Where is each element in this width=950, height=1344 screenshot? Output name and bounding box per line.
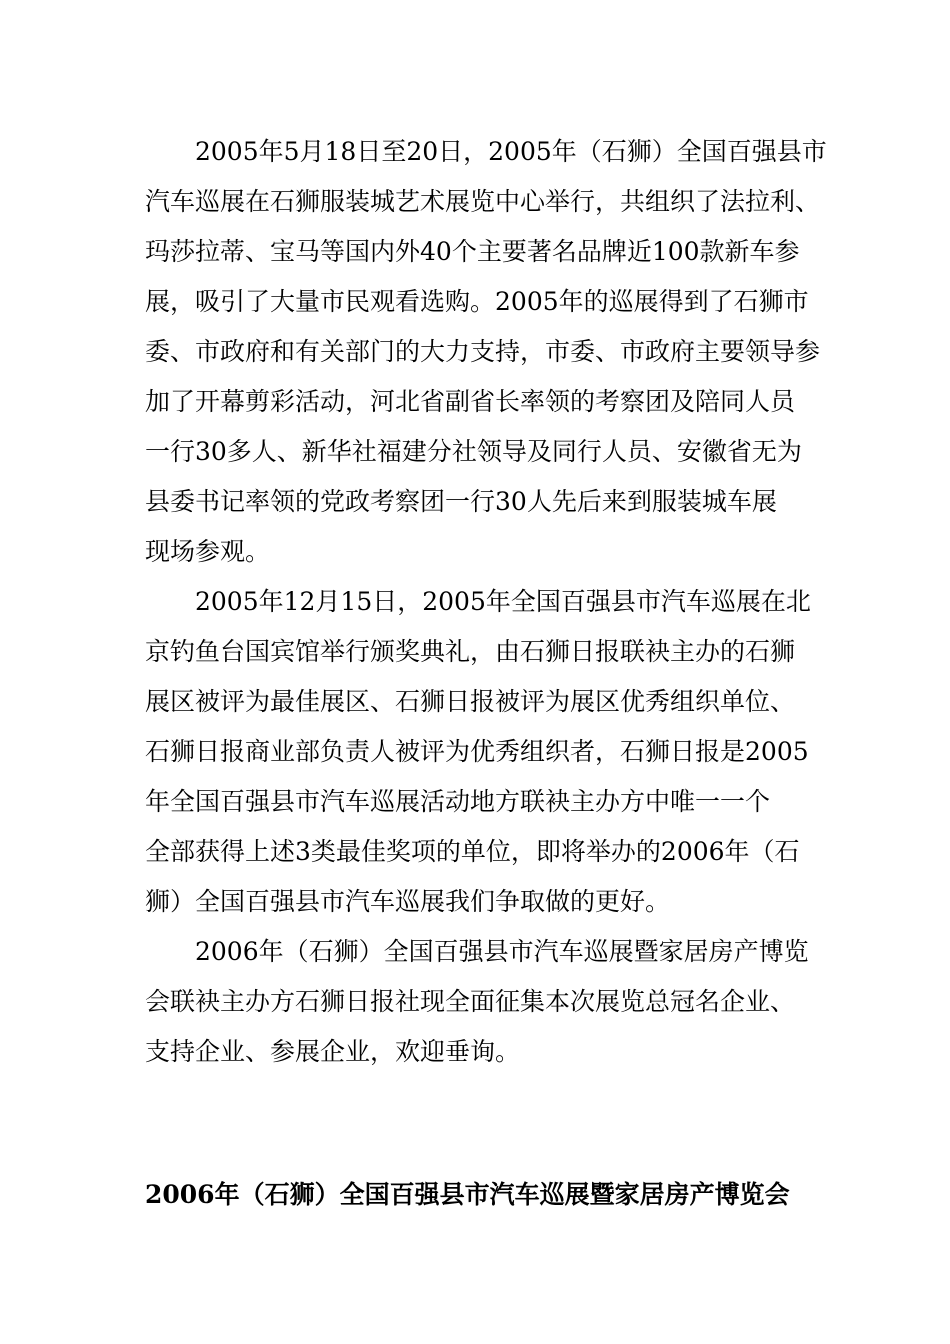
paragraph-3-line-3: 支持企业、参展企业，欢迎垂询。 <box>145 1037 521 1066</box>
paragraph-1-line-3: 玛莎拉蒂、宝马等国内外40个主要著名品牌近100款新车参 <box>145 237 800 266</box>
paragraph-2-line-2: 京钓鱼台国宾馆举行颁奖典礼，由石狮日报联袂主办的石狮 <box>145 637 796 666</box>
paragraph-2-line-7: 狮）全国百强县市汽车巡展我们争取做的更好。 <box>145 887 671 916</box>
paragraph-3-line-1: 2006年（石狮）全国百强县市汽车巡展暨家居房产博览 <box>195 937 809 966</box>
paragraph-1-line-5: 委、市政府和有关部门的大力支持，市委、市政府主要领导参 <box>145 337 821 366</box>
paragraph-2-line-5: 年全国百强县市汽车巡展活动地方联袂主办方中唯一一个 <box>145 787 771 816</box>
paragraph-1-line-9: 现场参观。 <box>145 537 271 566</box>
paragraph-2-line-4: 石狮日报商业部负责人被评为优秀组织者，石狮日报是2005 <box>145 737 809 766</box>
paragraph-2-line-3: 展区被评为最佳展区、石狮日报被评为展区优秀组织单位、 <box>145 687 796 716</box>
paragraph-1-line-1: 2005年5月18日至20日，2005年（石狮）全国百强县市 <box>195 137 827 166</box>
paragraph-3-line-2: 会联袂主办方石狮日报社现全面征集本次展览总冠名企业、 <box>145 987 796 1016</box>
paragraph-1-line-6: 加了开幕剪彩活动，河北省副省长率领的考察团及陪同人员 <box>145 387 796 416</box>
paragraph-2-line-1: 2005年12月15日，2005年全国百强县市汽车巡展在北 <box>195 587 811 616</box>
paragraph-1-line-4: 展，吸引了大量市民观看选购。2005年的巡展得到了石狮市 <box>145 287 809 316</box>
paragraph-1-line-8: 县委书记率领的党政考察团一行30人先后来到服装城车展 <box>145 487 777 516</box>
paragraph-2-line-6: 全部获得上述3类最佳奖项的单位，即将举办的2006年（石 <box>145 837 800 866</box>
paragraph-1-line-7: 一行30多人、新华社福建分社领导及同行人员、安徽省无为 <box>145 437 802 466</box>
paragraph-1-line-2: 汽车巡展在石狮服装城艺术展览中心举行，共组织了法拉利、 <box>145 187 821 216</box>
section-heading: 2006年（石狮）全国百强县市汽车巡展暨家居房产博览会 <box>145 1180 790 1209</box>
